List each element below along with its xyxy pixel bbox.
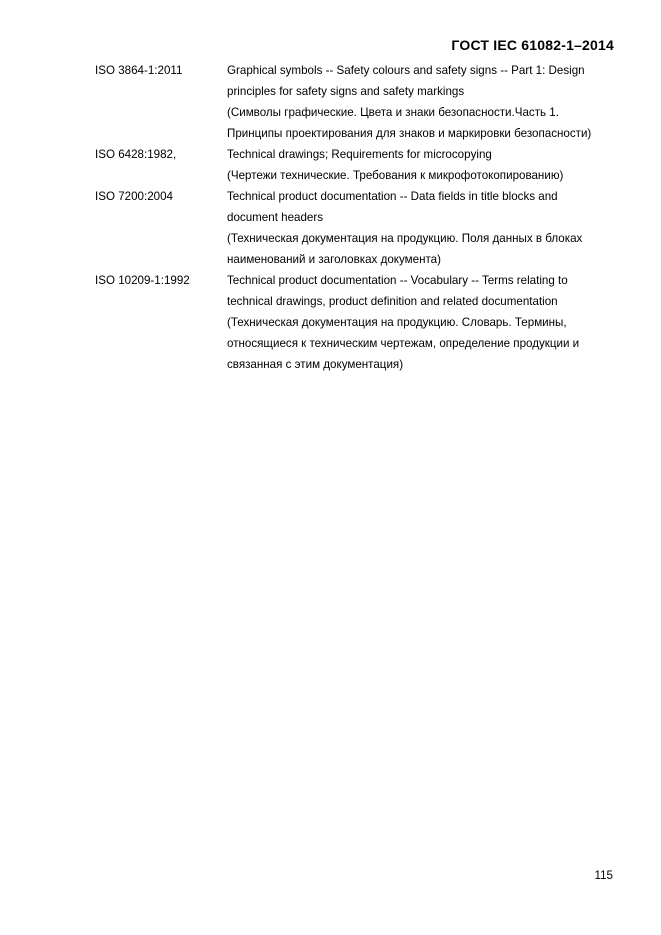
reference-description <box>227 144 625 186</box>
reference-line: (Чертежи технические. Требования к микрофотокопированию) <box>227 169 564 182</box>
normative-references-list <box>95 60 625 375</box>
reference-code: ISO 3864-1:2011 <box>95 64 183 77</box>
reference-entry <box>95 270 625 375</box>
reference-description <box>227 270 625 375</box>
reference-line: (Техническая документация на продукцию. Поля данных в блоках <box>227 232 583 245</box>
reference-line: Technical product documentation -- Vocabulary -- Terms relating to <box>227 274 568 287</box>
reference-line: technical drawings, product definition and related documentation <box>227 295 558 308</box>
reference-line: Graphical symbols -- Safety colours and safety signs -- Part 1: Design <box>227 64 585 77</box>
reference-line: наименований и заголовках документа) <box>227 253 441 266</box>
reference-code: ISO 10209-1:1992 <box>95 274 190 287</box>
reference-entry <box>95 144 625 186</box>
reference-line: (Техническая документация на продукцию. Словарь. Термины, <box>227 316 567 329</box>
reference-line: Принципы проектирования для знаков и маркировки безопасности) <box>227 127 592 140</box>
reference-entry <box>95 186 625 270</box>
reference-description <box>227 60 625 144</box>
reference-line: principles for safety signs and safety markings <box>227 85 465 98</box>
reference-line: document headers <box>227 211 324 224</box>
reference-line: относящиеся к техническим чертежам, определение продукции и <box>227 337 580 350</box>
reference-line: Technical product documentation -- Data fields in title blocks and <box>227 190 558 203</box>
page-number: 115 <box>594 869 613 882</box>
reference-description <box>227 186 625 270</box>
reference-entry <box>95 60 625 144</box>
reference-line: (Символы графические. Цвета и знаки безопасности.Часть 1. <box>227 106 559 119</box>
reference-line: связанная с этим документация) <box>227 358 404 371</box>
reference-code: ISO 6428:1982, <box>95 148 177 161</box>
reference-code: ISO 7200:2004 <box>95 190 173 203</box>
document-standard-header: ГОСТ IEC 61082-1–2014 <box>451 37 614 53</box>
reference-line: Technical drawings; Requirements for microcopying <box>227 148 492 161</box>
